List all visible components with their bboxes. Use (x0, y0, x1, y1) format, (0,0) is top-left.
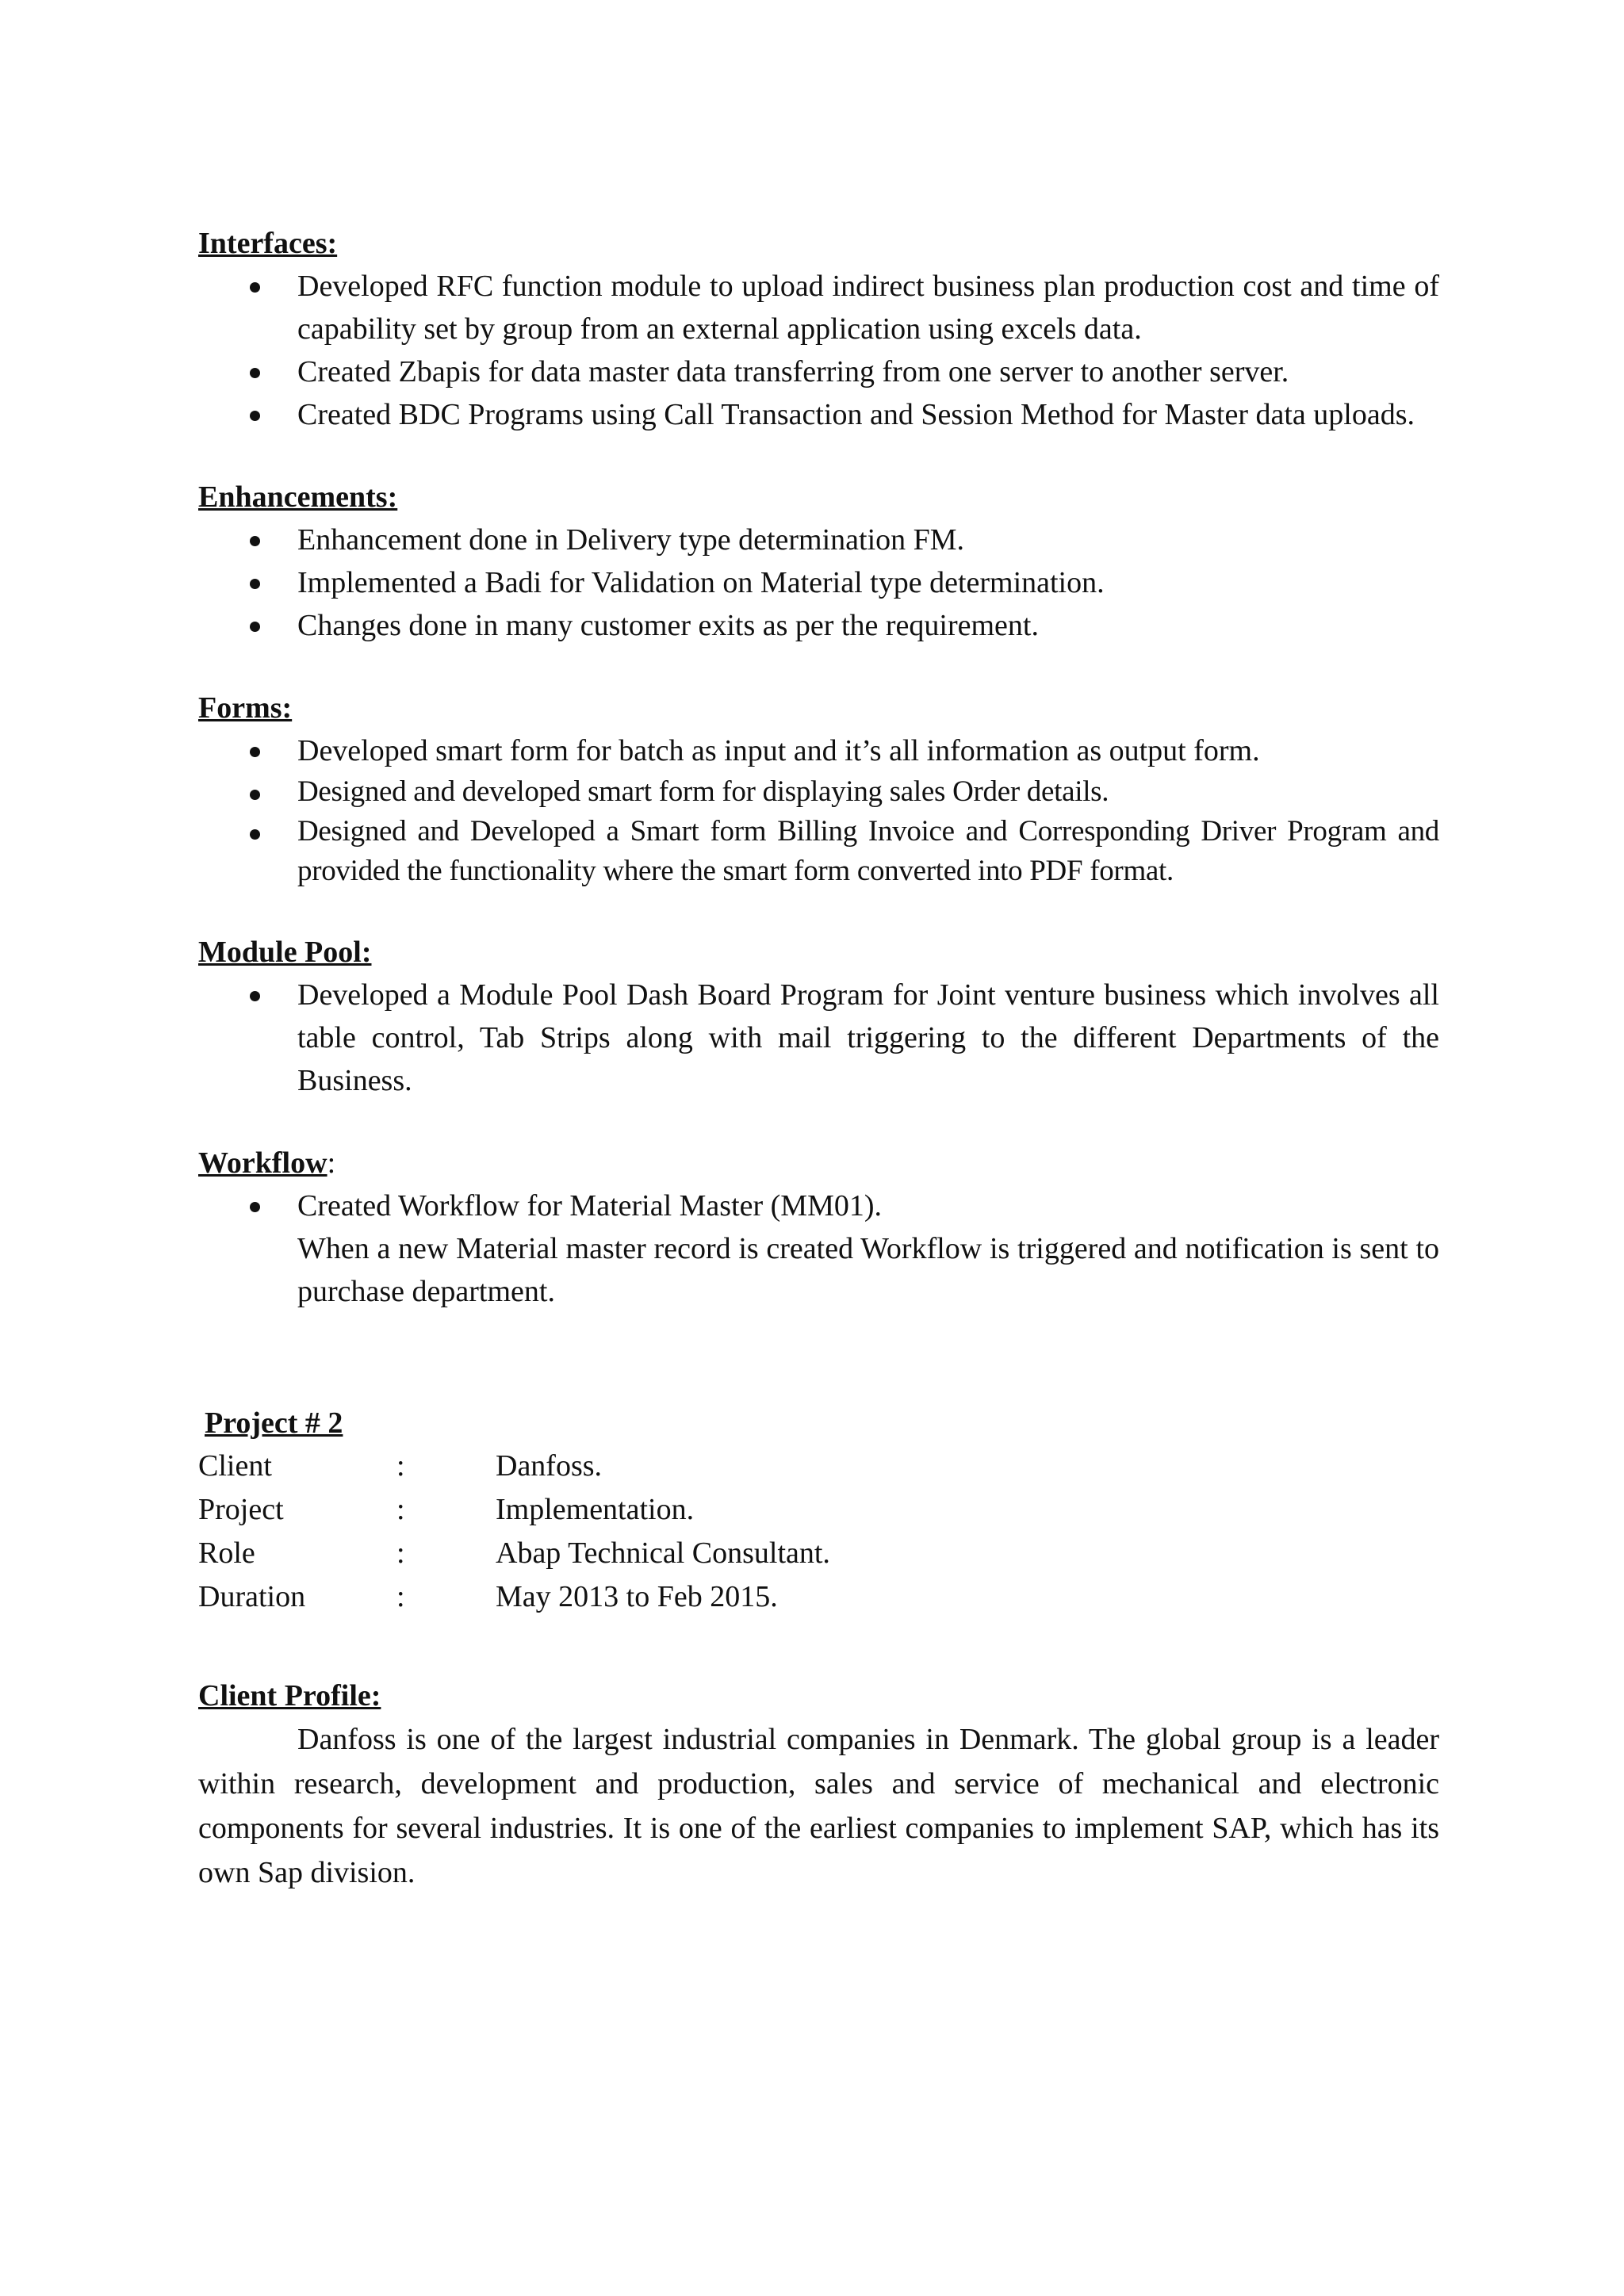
module-pool-list (198, 974, 1439, 1102)
project-project-row: Project : Implementation. (198, 1493, 695, 1526)
project-client-row: Client : Danfoss. (198, 1449, 603, 1483)
interfaces-heading: Interfaces: (198, 227, 338, 260)
workflow-heading: Workflow: (198, 1146, 336, 1180)
list-item: Designed and Developed a Smart form Billing Invoice and Corresponding Driver Program and provided the functionality where the smart form converted into PDF format. (198, 812, 1439, 891)
bullet-icon (250, 747, 260, 757)
project-duration-row: Duration : May 2013 to Feb 2015. (198, 1580, 778, 1613)
bullet-icon (250, 829, 260, 840)
workflow-list (198, 1184, 1439, 1313)
client-profile-text: Danfoss is one of the largest industrial companies in Denmark. The global group is a leader within research, development and production, sales and service of mechanical and electronic components for several industries. It is one of the earliest companies to implement SAP, which has its own Sap division. (198, 1723, 1439, 1889)
list-item: Created BDC Programs using Call Transaction and Session Method for Master data uploads. (198, 393, 1439, 436)
client-profile-heading: Client Profile: (198, 1679, 381, 1712)
module-pool-heading: Module Pool: (198, 936, 372, 969)
bullet-icon (250, 622, 260, 632)
list-item-continuation: When a new Material master record is created Workflow is triggered and notification is sent to purchase department. (297, 1232, 1439, 1308)
list-item: Created Zbapis for data master data transferring from one server to another server. (198, 350, 1439, 393)
list-item: Developed RFC function module to upload indirect business plan production cost and time of capability set by group from an external application using excels data. (198, 265, 1439, 350)
bullet-icon (250, 579, 260, 589)
list-item: Created Workflow for Material Master (MM01). (198, 1184, 1439, 1227)
bullet-icon (250, 991, 260, 1001)
list-item: Designed and developed smart form for displaying sales Order details. (198, 772, 1439, 812)
list-item: Implemented a Badi for Validation on Material type determination. (198, 561, 1439, 604)
bullet-icon (250, 282, 260, 293)
forms-list (198, 729, 1439, 891)
bullet-icon (250, 368, 260, 378)
enhancements-heading: Enhancements: (198, 480, 398, 514)
interfaces-list (198, 265, 1439, 436)
list-item: Developed smart form for batch as input and it’s all information as output form. (198, 729, 1439, 772)
bullet-icon (250, 1202, 260, 1212)
bullet-icon (250, 536, 260, 546)
list-item: Enhancement done in Delivery type determination FM. (198, 519, 1439, 561)
forms-heading: Forms: (198, 691, 293, 725)
list-item: Developed a Module Pool Dash Board Program for Joint venture business which involves all table control, Tab Strips along with mail triggering to the different Departments of the Business. (198, 974, 1439, 1102)
project-heading: Project # 2 (205, 1406, 343, 1440)
bullet-icon (250, 790, 260, 800)
enhancements-list (198, 519, 1439, 647)
resume-page (198, 222, 1439, 1895)
list-item: Changes done in many customer exits as per the requirement. (198, 604, 1439, 647)
project-role-row: Role : Abap Technical Consultant. (198, 1536, 830, 1570)
bullet-icon (250, 411, 260, 421)
